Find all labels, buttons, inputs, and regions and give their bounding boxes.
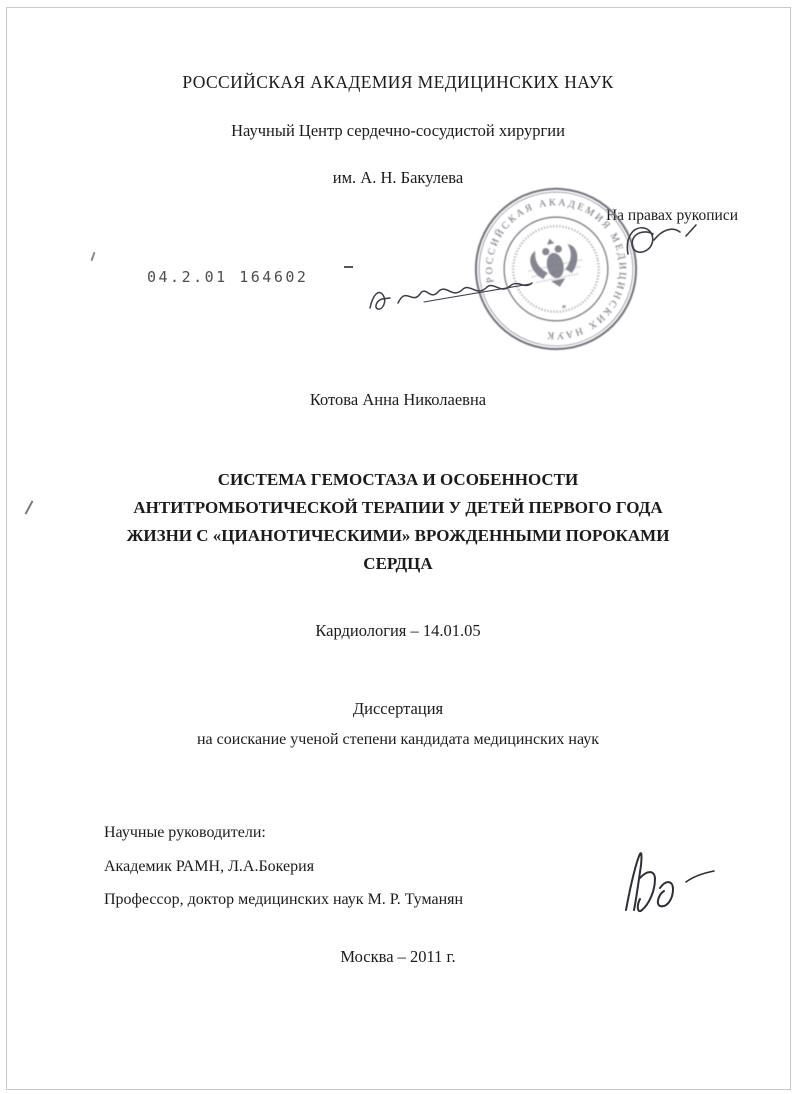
supervisor-signature	[612, 846, 722, 920]
signature-over-seal	[366, 276, 538, 324]
scan-artifact	[91, 252, 96, 261]
academy-header: РОССИЙСКАЯ АКАДЕМИЯ МЕДИЦИНСКИХ НАУК	[182, 72, 614, 92]
seal-star: *	[560, 303, 569, 316]
supervisor-item: Академик РАМН, Л.А.Бокерия	[104, 857, 315, 875]
dissertation-title	[68, 466, 728, 578]
signature-flourish	[620, 218, 704, 270]
title-line: ЖИЗНИ С «ЦИАНОТИЧЕСКИМИ» ВРОЖДЕННЫМИ ПОРОКАМИ	[126, 526, 670, 545]
scan-artifact	[25, 500, 34, 514]
institution-line: Научный Центр сердечно-сосудистой хирургии	[231, 121, 565, 140]
supervisors-label: Научные руководители:	[104, 824, 266, 841]
author-name: Котова Анна Николаевна	[309, 390, 487, 409]
manuscript-rights-note: На правах рукописи	[605, 207, 738, 224]
scan-artifact	[344, 266, 353, 268]
document-purpose: на соискание ученой степени кандидата медицинских наук	[196, 731, 600, 748]
inventory-stamp-number: 04.2.01 164602	[147, 268, 309, 286]
supervisors-block	[104, 816, 463, 917]
document-type: Диссертация	[352, 699, 444, 718]
title-line: АНТИТРОМБОТИЧЕСКОЙ ТЕРАПИИ У ДЕТЕЙ ПЕРВОГО ГОДА	[133, 498, 663, 517]
institution-name: им. А. Н. Бакулева	[332, 168, 464, 187]
title-line: СИСТЕМА ГЕМОСТАЗА И ОСОБЕННОСТИ	[217, 470, 579, 489]
title-line: СЕРДЦА	[363, 554, 433, 573]
seal-outer-text: РОССИЙСКАЯ АКАДЕМИЯ МЕДИЦИНСКИХ НАУК	[484, 197, 628, 341]
supervisor-item: Профессор, доктор медицинских наук М. Р. Туманян	[104, 891, 464, 908]
specialty-code: Кардиология – 14.01.05	[315, 621, 481, 640]
place-and-year: Москва – 2011 г.	[340, 947, 456, 966]
